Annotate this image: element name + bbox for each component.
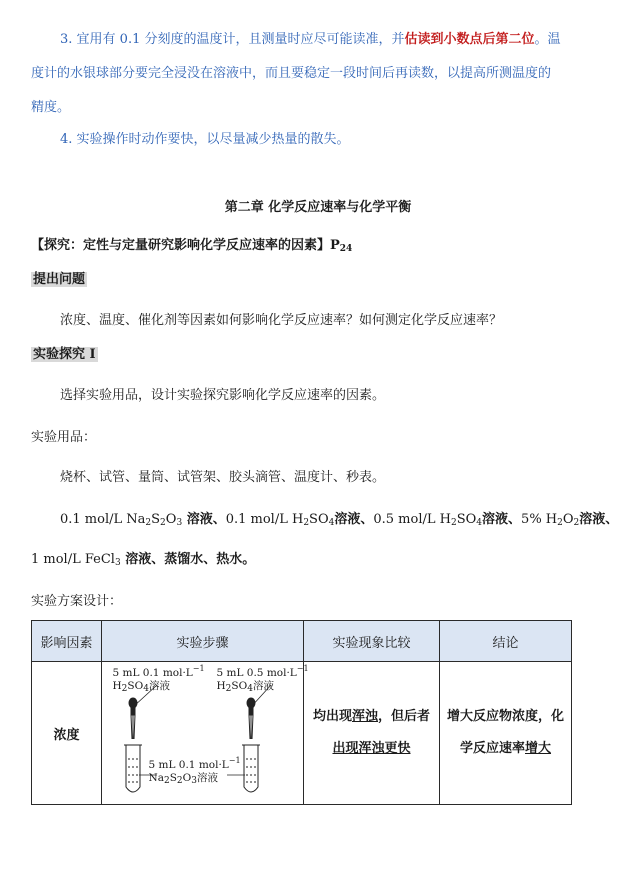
sub: 3 [176,518,183,528]
bottom-reagent-label [148,756,241,786]
exp1-heading-text: 实验探究 I [33,347,96,362]
sub: 2 [163,776,170,786]
explore-title-text: 【探究：定性与定量研究影响化学反应速率的因素】P [31,238,340,253]
reagent-5-end: 溶液、蒸馏水、热水。 [120,552,256,567]
sub: 4 [476,518,483,528]
design-label: 实验方案设计： [31,594,123,609]
note-3-emphasis: 估读到小数点后第二位 [404,32,535,47]
explore-title [31,236,352,256]
sub: 3 [114,558,121,568]
sub: 2 [573,518,580,528]
label-text: 溶液 [148,680,170,692]
sub: 2 [303,518,310,528]
phenomenon-underline: 浑浊 [351,709,378,724]
sub: 2 [557,518,563,528]
note-3-line-1 [60,30,561,50]
reagent-4-end: 溶液、 [579,512,619,527]
note-3-tail: 。温 [534,32,561,47]
conclusion-text: 增大反应物浓度，化 [446,709,564,724]
sub: 2 [121,684,128,694]
sub: 4 [143,684,149,694]
label-text: S [169,772,177,784]
formula-part: S [151,512,161,527]
reagent-3: 0.5 mol/L H [373,512,451,527]
sub: 2 [176,776,183,786]
sup: −1 [296,664,309,673]
header-factor: 影响因素 [32,621,102,662]
note-3-line-2: 度计的水银球部分要完全浸没在溶液中，而且要稳定一段时间后再读数，以提高所测温度的 [31,66,552,81]
table-header-row [32,621,572,662]
exp1-heading [31,345,98,365]
supplies-label: 实验用品： [31,430,97,445]
conclusion-underline: 增大 [525,741,552,756]
label-text: SO [231,680,248,692]
label-text: 溶液 [252,680,274,692]
note-3-line-3: 精度。 [31,100,71,115]
reagent-1: 0.1 mol/L Na [60,512,146,527]
note-3-text: 3. 宜用有 0.1 分刻度的温度计，且测量时应尽可能读准，并 [60,32,405,47]
exp1-intro: 选择实验用品，设计实验探究影响化学反应速率的因素。 [60,388,386,403]
reagent-2: 0.1 mol/L H [225,512,304,527]
table-row [32,662,572,805]
design-table [31,620,572,805]
left-reagent-label [112,664,205,694]
phenomenon-cell [304,662,440,805]
factor-cell: 浓度 [32,662,102,805]
sub: 2 [145,518,152,528]
chapter-title: 第二章 化学反应速率与化学平衡 [224,200,412,215]
label-text: H [112,680,122,692]
label-text: 5 mL 0.1 mol·L [112,667,193,679]
reagents-line-2 [31,550,255,570]
label-text: 5 mL 0.5 mol·L [216,667,297,679]
question-text: 浓度、温度、催化剂等因素如何影响化学反应速率？如何测定化学反应速率？ [60,313,503,328]
label-text: 5 mL 0.1 mol·L [148,759,229,771]
formula-part: SO [309,512,329,527]
question-heading [31,270,87,290]
reagent-2-end: 溶液、 [334,512,374,527]
question-heading-text: 提出问题 [33,272,86,287]
reagent-4: 5% H [521,512,558,527]
equipment-list: 烧杯、试管、量筒、试管架、胶头滴管、温度计、秒表。 [60,470,386,485]
label-text: SO [127,680,144,692]
label-text: 溶液 [196,772,218,784]
sub: 3 [191,776,197,786]
reagent-1-end: 溶液、 [182,512,226,527]
formula-part: SO [456,512,477,527]
sub: 2 [450,518,457,528]
formula-part: O [562,512,574,527]
formula-part: O [165,512,177,527]
header-steps: 实验步骤 [102,621,304,662]
reagent-3-end: 溶液、 [482,512,522,527]
header-phenomenon: 实验现象比较 [304,621,440,662]
sub: 2 [160,518,166,528]
header-conclusion: 结论 [440,621,572,662]
test-tube-icon [242,745,260,792]
phenomenon-text: ，但后者 [378,709,431,724]
reagents-line-1 [60,510,618,530]
conclusion-cell [440,662,572,805]
label-text: O [182,772,192,784]
sub: 4 [247,684,253,694]
label-text: Na [148,772,164,784]
sub: 2 [225,684,232,694]
right-reagent-label [216,664,309,694]
sub: 4 [328,518,335,528]
phenomenon-text: 均出现 [312,709,352,724]
sup: −1 [228,756,241,765]
label-text: H [216,680,226,692]
conclusion-text: 学反应速率 [459,741,525,756]
apparatus-diagram [105,663,309,803]
test-tube-icon [124,745,142,792]
phenomenon-underline: 出现浑浊更快 [332,741,411,756]
explore-page-sub: 24 [339,244,353,254]
steps-cell [102,662,309,805]
sup: −1 [192,664,205,673]
note-4: 4. 实验操作时动作要快，以尽量减少热量的散失。 [60,132,350,147]
reagent-5: 1 mol/L FeCl [31,552,115,567]
